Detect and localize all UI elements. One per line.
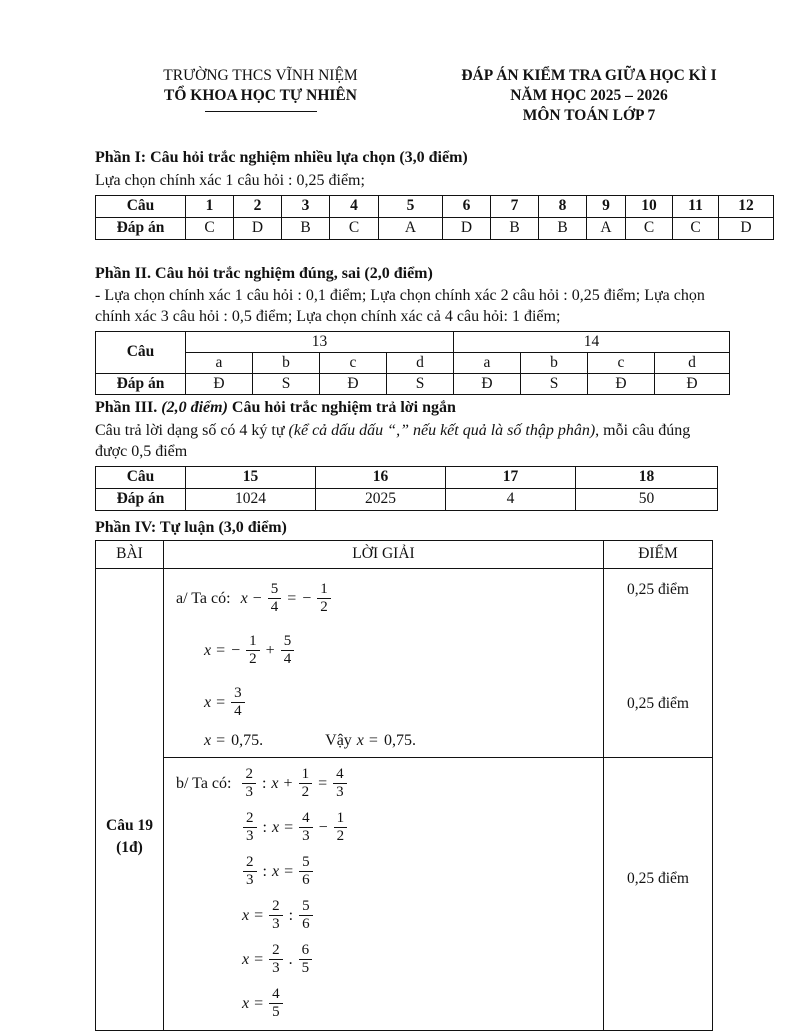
part3-answer-label: Đáp án: [96, 488, 186, 510]
part2-row-label: Câu: [96, 331, 186, 373]
answer-cell: B: [282, 217, 330, 239]
solution-prefix: b/ Ta có:: [176, 774, 232, 792]
answer-cell: 50: [576, 488, 718, 510]
question-number: 1: [186, 195, 234, 217]
column-header-bai: BÀI: [96, 540, 164, 568]
solution-line: [176, 677, 597, 729]
question-number: 2: [234, 195, 282, 217]
answer-cell: D: [234, 217, 282, 239]
part3-row-label: Câu: [96, 466, 186, 488]
answer-cell: Đ: [454, 373, 521, 394]
answer-cell: C: [186, 217, 234, 239]
question-number: 17: [446, 466, 576, 488]
question-number: 11: [673, 195, 719, 217]
math-expression: x = $\frac{2}{3}$ : $\frac{5}{6}$: [240, 898, 316, 933]
cau19-points-label: (1đ): [116, 839, 143, 856]
answer-cell: C: [330, 217, 379, 239]
part1-note: Lựa chọn chính xác 1 câu hỏi : 0,25 điểm;: [95, 172, 365, 189]
solution-line: [176, 573, 597, 625]
solution-line: [176, 806, 597, 850]
part3-heading-rest: Câu hỏi trắc nghiệm trả lời ngắn: [231, 398, 456, 416]
solution-prefix: a/ Ta có:: [176, 589, 231, 607]
cau19a-points-cell: [604, 568, 713, 757]
part2-answer-table: [95, 331, 730, 395]
part3-note-before: Câu trả lời dạng số có 4 ký tự: [95, 421, 289, 439]
answer-cell: Đ: [655, 373, 730, 394]
cau19a-solution-cell: [164, 568, 604, 757]
answer-cell: C: [626, 217, 673, 239]
question-number: 10: [626, 195, 673, 217]
part3-answer-table: [95, 466, 718, 511]
school-block: [143, 66, 378, 126]
question-number: 13: [186, 331, 454, 352]
title-block: [443, 66, 735, 126]
question-number: 6: [443, 195, 491, 217]
math-expression: x = − $\frac{1}{2}$ + $\frac{5}{4}$: [202, 633, 297, 668]
math-expression: x = $\frac{2}{3}$ . $\frac{6}{5}$: [240, 942, 315, 977]
cau19-part-b-row: [96, 757, 713, 1030]
question-number: 15: [186, 466, 316, 488]
math-expression: x − $\frac{5}{4}$ = − $\frac{1}{2}$: [239, 581, 334, 616]
answer-cell: C: [673, 217, 719, 239]
part3-heading: [95, 397, 792, 418]
part3-note-italic: (kể cả dấu dấu “,” nếu kết quả là số thập phân): [288, 421, 596, 439]
part2-question-row: [96, 331, 730, 352]
solution-line: [176, 762, 597, 806]
subpart-label: a: [454, 352, 521, 373]
answer-cell: A: [379, 217, 443, 239]
math-expression: x = 0,75. Vậy x = 0,75.: [204, 731, 416, 749]
cau19b-points-cell: [604, 757, 713, 1030]
column-header-diem: ĐIỂM: [604, 540, 713, 568]
part2-note: - Lựa chọn chính xác 1 câu hỏi : 0,1 điểm; Lựa chọn chính xác 2 câu hỏi : 0,25 điểm; Lựa chọn chính xác 3 câu hỏi : 0,5 điểm; Lựa chọn chính xác cả 4 câu hỏi: 1 điểm;: [95, 286, 705, 325]
part1-question-row: [96, 195, 774, 217]
math-expression: x = $\frac{3}{4}$: [202, 685, 248, 720]
part4-heading: Phần IV: Tự luận (3,0 điểm): [95, 518, 287, 536]
cau19b-solution-cell: [164, 757, 604, 1030]
question-number: 7: [491, 195, 539, 217]
math-expression: $\frac{2}{3}$ : x + $\frac{1}{2}$ = $\frac{4}{3}$: [239, 766, 349, 801]
part3-answer-row: [96, 488, 718, 510]
part1-row-label: Câu: [96, 195, 186, 217]
header-divider: [205, 111, 317, 112]
answer-cell: Đ: [588, 373, 655, 394]
solution-line: [176, 938, 597, 982]
subpart-label: d: [655, 352, 730, 373]
question-number: 16: [316, 466, 446, 488]
math-expression: x = $\frac{4}{5}$: [240, 986, 286, 1021]
part1-heading: Phần I: Câu hỏi trắc nghiệm nhiều lựa chọn (3,0 điểm): [95, 149, 468, 166]
part2-answer-row: [96, 373, 730, 394]
cau19-label-cell: [96, 568, 164, 1030]
answer-cell: 2025: [316, 488, 446, 510]
points-badge: 0,25 điểm: [627, 869, 689, 887]
solution-line: [176, 982, 597, 1026]
subpart-label: d: [387, 352, 454, 373]
answer-cell: 4: [446, 488, 576, 510]
cau19-part-a-row: [96, 568, 713, 757]
question-number: 9: [587, 195, 626, 217]
part1-answer-row: [96, 217, 774, 239]
school-year: NĂM HỌC 2025 – 2026: [510, 87, 668, 104]
answer-cell: D: [443, 217, 491, 239]
answer-cell: D: [719, 217, 774, 239]
answer-cell: B: [539, 217, 587, 239]
solution-line: [176, 729, 597, 753]
part3-heading-points: (2,0 điểm): [161, 398, 228, 416]
part3-heading-prefix: Phần III.: [95, 398, 158, 416]
answer-cell: A: [587, 217, 626, 239]
question-number: 5: [379, 195, 443, 217]
subpart-label: c: [588, 352, 655, 373]
subpart-label: a: [186, 352, 253, 373]
subpart-label: b: [521, 352, 588, 373]
question-number: 8: [539, 195, 587, 217]
solution-line: [176, 850, 597, 894]
solution-line: [176, 894, 597, 938]
math-expression: $\frac{2}{3}$ : x = $\frac{4}{3}$ − $\frac{1}{2}$: [240, 810, 350, 845]
question-number: 14: [454, 331, 730, 352]
part4-solutions-table: [95, 540, 713, 1031]
part3-note: [95, 420, 717, 463]
school-name: TRƯỜNG THCS VĨNH NIỆM: [163, 67, 358, 84]
department-name: TỔ KHOA HỌC TỰ NHIÊN: [164, 87, 357, 104]
part3-note-after: , mỗi câu đúng được 0,5 điểm: [95, 421, 691, 460]
column-header-loigiai: LỜI GIẢI: [164, 540, 604, 568]
part4-header-row: [96, 540, 713, 568]
subpart-label: b: [253, 352, 320, 373]
points-badge: 0,25 điểm: [627, 580, 689, 598]
document-title: ĐÁP ÁN KIỂM TRA GIỮA HỌC KÌ I: [461, 67, 717, 84]
answer-cell: S: [253, 373, 320, 394]
answer-cell: S: [387, 373, 454, 394]
part2-subparts-row: [96, 352, 730, 373]
cau19-label: Câu 19: [106, 817, 153, 834]
question-number: 12: [719, 195, 774, 217]
answer-cell: 1024: [186, 488, 316, 510]
question-number: 4: [330, 195, 379, 217]
part3-question-row: [96, 466, 718, 488]
points-badge: 0,25 điểm: [627, 694, 689, 712]
part2-heading: Phần II. Câu hỏi trắc nghiệm đúng, sai (2,0 điểm): [95, 264, 433, 282]
solution-line: [176, 625, 597, 677]
question-number: 3: [282, 195, 330, 217]
answer-cell: Đ: [186, 373, 253, 394]
part1-answer-label: Đáp án: [96, 217, 186, 239]
subpart-label: c: [320, 352, 387, 373]
question-number: 18: [576, 466, 718, 488]
document-header: [95, 66, 735, 126]
answer-cell: B: [491, 217, 539, 239]
part2-answer-label: Đáp án: [96, 373, 186, 394]
subject-grade: MÔN TOÁN LỚP 7: [522, 107, 656, 124]
answer-cell: S: [521, 373, 588, 394]
math-expression: $\frac{2}{3}$ : x = $\frac{5}{6}$: [240, 854, 316, 889]
answer-cell: Đ: [320, 373, 387, 394]
part1-answer-table: [95, 195, 774, 240]
